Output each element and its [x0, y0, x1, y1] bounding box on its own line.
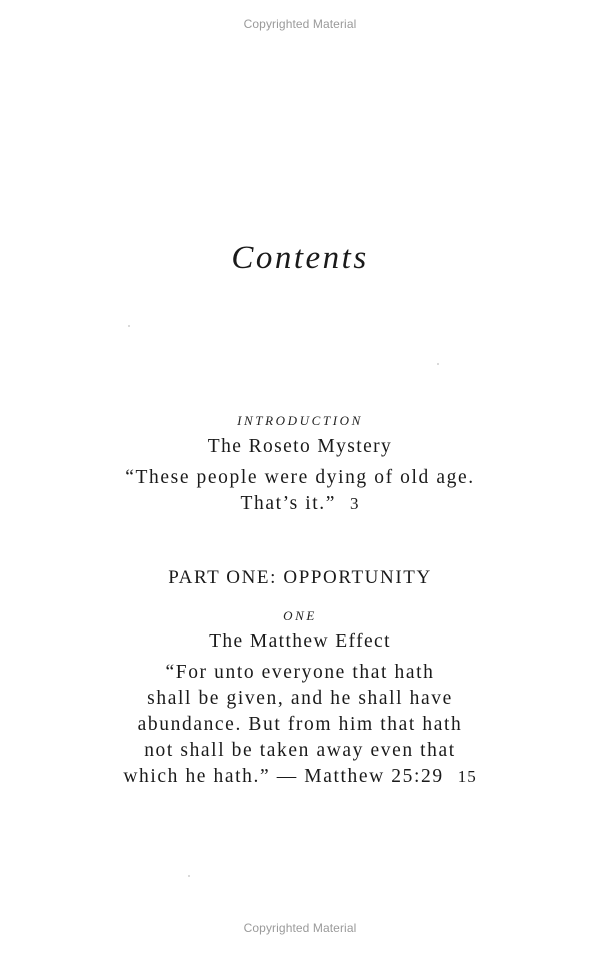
scan-speck	[188, 875, 190, 877]
chapter-one-quote-line-1: “For unto everyone that hath	[165, 662, 435, 683]
introduction-quote-line-2: That’s it.”	[240, 493, 337, 514]
chapter-one-page-number: 15	[457, 767, 477, 786]
introduction-quote-line-2-row	[0, 491, 600, 517]
toc-introduction[interactable]	[0, 413, 600, 429]
part-one-heading: PART ONE: OPPORTUNITY	[168, 567, 432, 588]
chapter-one-quote-line-5-row	[0, 764, 600, 790]
scan-speck	[128, 325, 130, 327]
watermark-bottom: Copyrighted Material	[243, 921, 357, 935]
chapter-one-quote-line-2: shall be given, and he shall have	[147, 688, 453, 709]
introduction-chapter-title: The Roseto Mystery	[207, 436, 393, 457]
chapter-one-label: ONE	[283, 608, 317, 623]
chapter-one-title: The Matthew Effect	[209, 631, 391, 652]
page-title: Contents	[231, 240, 369, 276]
scan-speck	[437, 363, 439, 365]
chapter-one-quote-line-4: not shall be taken away even that	[144, 740, 456, 761]
introduction-page-number: 3	[350, 494, 360, 513]
chapter-one-quote-line-3: abundance. But from him that hath	[137, 714, 463, 735]
watermark-top: Copyrighted Material	[243, 17, 357, 31]
chapter-one-quote-line-5: which he hath.” — Matthew 25:29	[123, 766, 444, 787]
toc-chapter-one[interactable]	[0, 608, 600, 624]
introduction-quote-line-1: “These people were dying of old age.	[125, 467, 475, 488]
introduction-label: INTRODUCTION	[237, 413, 363, 428]
